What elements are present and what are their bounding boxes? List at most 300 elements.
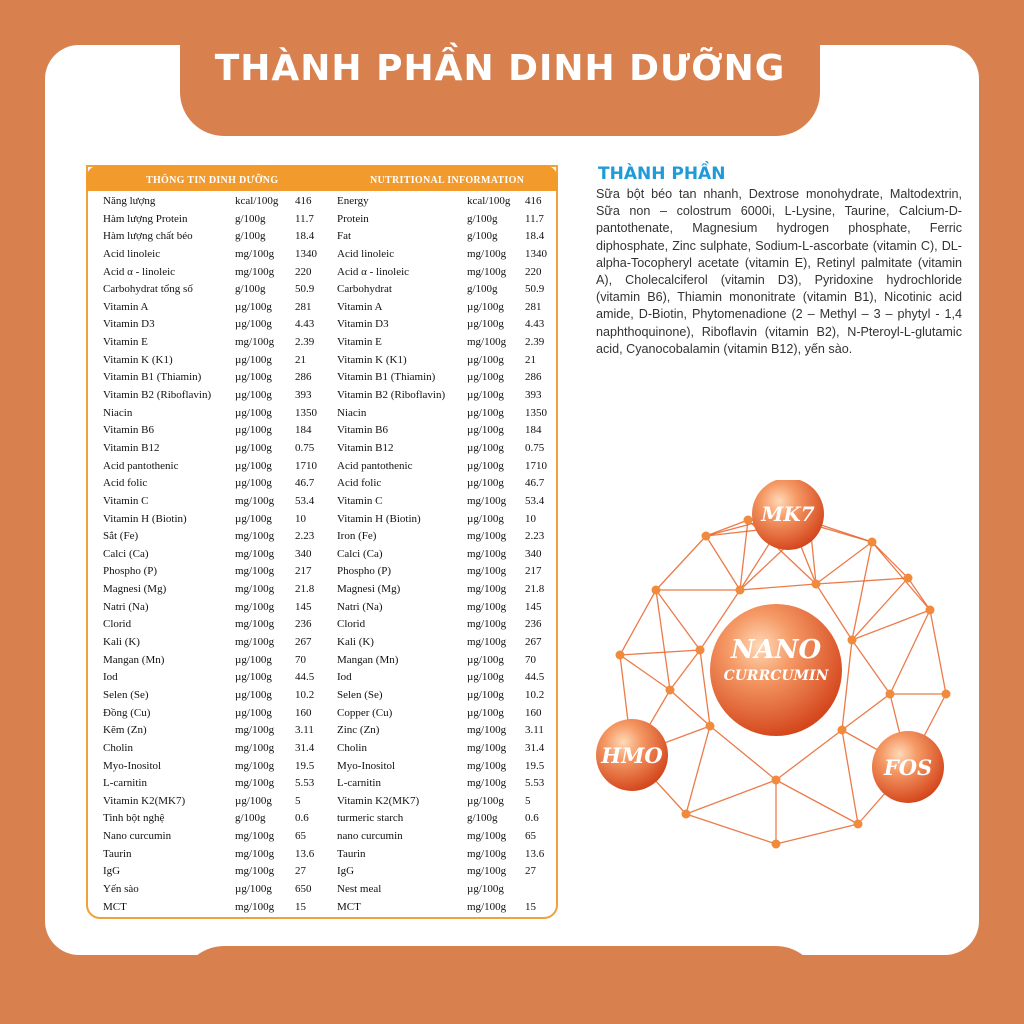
table-cell: 10.2 <box>525 688 545 701</box>
table-cell: Acid α - linoleic <box>337 265 410 278</box>
network-node <box>926 606 935 615</box>
table-cell: µg/100g <box>235 512 272 525</box>
table-cell: µg/100g <box>467 706 504 719</box>
table-cell: Vitamin B2 (Riboflavin) <box>103 389 212 402</box>
network-line <box>908 578 930 610</box>
table-cell: 340 <box>295 547 312 560</box>
table-cell: µg/100g <box>235 424 272 437</box>
table-cell: mg/100g <box>467 830 507 843</box>
table-cell: 4.43 <box>525 318 545 331</box>
table-cell: 1710 <box>295 459 317 472</box>
table-cell: 46.7 <box>295 477 315 490</box>
network-node <box>706 722 715 731</box>
table-cell: turmeric starch <box>337 812 404 825</box>
table-cell: Acid folic <box>337 477 382 490</box>
network-line <box>740 584 816 590</box>
table-cell: 1350 <box>525 406 547 419</box>
network-line <box>686 814 776 844</box>
table-cell: 340 <box>525 547 542 560</box>
table-header-en: NUTRITIONAL INFORMATION <box>370 175 525 186</box>
table-cell: 10.2 <box>295 688 315 701</box>
network-node <box>702 532 711 541</box>
table-cell: L-carnitin <box>103 777 147 790</box>
table-cell: mg/100g <box>467 777 507 790</box>
network-line <box>620 590 656 655</box>
center-label-line2: CURRCUMIN <box>723 668 829 684</box>
network-line <box>656 536 706 590</box>
table-cell: µg/100g <box>235 300 272 313</box>
bottom-banner <box>180 946 820 1024</box>
table-cell: Vitamin C <box>103 494 149 507</box>
table-cell: µg/100g <box>467 300 504 313</box>
network-node <box>848 636 857 645</box>
table-cell: µg/100g <box>235 882 272 895</box>
table-row <box>103 440 555 458</box>
table-cell: 281 <box>525 300 542 313</box>
table-cell: Vitamin K2(MK7) <box>337 794 420 807</box>
table-cell: Acid linoleic <box>103 247 161 260</box>
table-cell: g/100g <box>235 212 266 225</box>
table-cell: Phospho (P) <box>103 565 158 578</box>
table-cell: 220 <box>525 265 542 278</box>
table-cell: µg/100g <box>467 424 504 437</box>
table-row <box>103 722 555 740</box>
hmo-label: HMO <box>601 743 663 768</box>
table-cell: mg/100g <box>235 900 275 913</box>
table-cell: mg/100g <box>235 618 275 631</box>
table-row <box>103 863 555 881</box>
table-cell: Vitamin H (Biotin) <box>337 512 421 525</box>
table-cell: 15 <box>295 900 306 913</box>
table-cell: Hàm lượng Protein <box>103 212 188 225</box>
table-cell: g/100g <box>467 230 498 243</box>
table-cell: Vitamin E <box>337 336 382 349</box>
table-cell: µg/100g <box>235 706 272 719</box>
network-line <box>852 542 872 640</box>
table-cell: mg/100g <box>467 247 507 260</box>
network-node <box>652 586 661 595</box>
table-cell: 416 <box>295 195 312 207</box>
table-cell: Protein <box>337 212 369 225</box>
network-node <box>886 690 895 699</box>
network-node <box>666 686 675 695</box>
nutrition-table-rows <box>103 193 555 916</box>
table-cell: 236 <box>525 618 542 631</box>
table-row <box>103 299 555 317</box>
network-node <box>904 574 913 583</box>
table-cell: mg/100g <box>235 247 275 260</box>
network-line <box>852 578 908 640</box>
table-cell: 19.5 <box>525 759 545 772</box>
table-cell: nano curcumin <box>337 830 403 843</box>
table-cell: µg/100g <box>235 688 272 701</box>
table-cell: 0.6 <box>525 812 539 825</box>
table-row <box>103 546 555 564</box>
table-cell: 10 <box>525 512 536 525</box>
table-cell: 236 <box>295 618 312 631</box>
table-row <box>103 264 555 282</box>
table-cell: Acid folic <box>103 477 148 490</box>
table-row <box>103 793 555 811</box>
table-cell: mg/100g <box>467 724 507 737</box>
table-cell: µg/100g <box>235 794 272 807</box>
table-cell: mg/100g <box>467 494 507 507</box>
table-cell: µg/100g <box>467 459 504 472</box>
network-line <box>930 610 946 694</box>
table-cell: 65 <box>295 830 306 843</box>
table-cell: Copper (Cu) <box>337 706 393 719</box>
table-cell: 1350 <box>295 406 317 419</box>
network-line <box>656 590 670 690</box>
table-cell: 160 <box>525 706 542 719</box>
table-cell: 18.4 <box>525 230 545 243</box>
table-cell: 393 <box>295 389 312 402</box>
table-cell: µg/100g <box>467 794 504 807</box>
table-cell: 53.4 <box>295 494 315 507</box>
table-cell: µg/100g <box>467 882 504 895</box>
table-cell: mg/100g <box>235 265 275 278</box>
table-cell: Vitamin B6 <box>337 424 388 437</box>
table-row <box>103 810 555 828</box>
table-cell: IgG <box>337 865 355 878</box>
table-cell: g/100g <box>467 212 498 225</box>
table-cell: Phospho (P) <box>337 565 392 578</box>
table-cell: mg/100g <box>467 565 507 578</box>
table-cell: Vitamin B12 <box>103 441 160 454</box>
table-cell: Iod <box>337 671 352 684</box>
ingredients-title: THÀNH PHẦN <box>598 164 726 184</box>
table-cell: µg/100g <box>235 318 272 331</box>
table-cell: Selen (Se) <box>103 688 149 701</box>
network-line <box>842 730 858 824</box>
table-cell: 2.23 <box>525 530 545 543</box>
table-cell: Năng lượng <box>103 195 156 207</box>
table-cell: Cholin <box>103 741 133 754</box>
network-node <box>838 726 847 735</box>
table-cell: mg/100g <box>467 583 507 596</box>
table-cell: mg/100g <box>467 847 507 860</box>
center-label-line1: NANO <box>730 635 822 665</box>
table-cell: 50.9 <box>295 283 315 296</box>
table-cell: 0.6 <box>295 812 309 825</box>
network-line <box>670 650 700 690</box>
table-cell: Energy <box>337 195 369 207</box>
table-cell: 5.53 <box>295 777 315 790</box>
network-node <box>696 646 705 655</box>
table-cell: Calci (Ca) <box>337 547 383 560</box>
table-cell: µg/100g <box>235 353 272 366</box>
table-cell: mg/100g <box>235 724 275 737</box>
table-row <box>103 775 555 793</box>
network-node <box>682 810 691 819</box>
table-cell: Carbohydrat tổng số <box>103 283 193 296</box>
table-cell: µg/100g <box>467 688 504 701</box>
table-cell: 27 <box>295 865 306 878</box>
table-cell: 1710 <box>525 459 547 472</box>
table-row <box>103 422 555 440</box>
table-cell: mg/100g <box>235 865 275 878</box>
table-row <box>103 828 555 846</box>
table-row <box>103 387 555 405</box>
table-cell: Vitamin C <box>337 494 383 507</box>
table-cell: Myo-Inositol <box>103 759 162 772</box>
network-line <box>842 694 890 730</box>
table-cell: Hàm lượng chất béo <box>103 230 193 243</box>
table-cell: Acid linoleic <box>337 247 395 260</box>
table-cell: 5 <box>295 794 301 807</box>
title-banner <box>180 0 820 136</box>
table-cell: mg/100g <box>235 530 275 543</box>
table-cell: 267 <box>525 636 542 649</box>
table-cell: 0.75 <box>525 441 545 454</box>
table-row <box>103 563 555 581</box>
table-row <box>103 246 555 264</box>
network-node <box>812 580 821 589</box>
table-cell: mg/100g <box>235 777 275 790</box>
network-line <box>686 780 776 814</box>
network-line <box>776 730 842 780</box>
table-cell: 3.11 <box>525 724 544 737</box>
network-node <box>616 651 625 660</box>
table-cell: Tinh bột nghệ <box>103 812 165 825</box>
table-cell: Kẽm (Zn) <box>103 724 147 737</box>
table-cell: µg/100g <box>467 406 504 419</box>
table-cell: µg/100g <box>467 441 504 454</box>
table-cell: Calci (Ca) <box>103 547 149 560</box>
table-row <box>103 616 555 634</box>
table-row <box>103 316 555 334</box>
table-cell: µg/100g <box>235 459 272 472</box>
nutrient-network-graphic <box>590 480 970 860</box>
table-cell: Vitamin A <box>337 300 383 313</box>
network-line <box>816 542 872 584</box>
table-cell: 44.5 <box>295 671 315 684</box>
table-cell: Mangan (Mn) <box>337 653 399 666</box>
table-cell: mg/100g <box>235 336 275 349</box>
table-cell: 160 <box>295 706 312 719</box>
table-cell: Mangan (Mn) <box>103 653 165 666</box>
table-cell: 50.9 <box>525 283 545 296</box>
table-cell: mg/100g <box>467 759 507 772</box>
table-cell: 1340 <box>525 247 547 260</box>
table-cell: Kali (K) <box>103 636 140 649</box>
fos-label: FOS <box>883 755 933 780</box>
table-cell: µg/100g <box>235 371 272 384</box>
table-cell: 27 <box>525 865 536 878</box>
table-cell: 46.7 <box>525 477 545 490</box>
table-cell: mg/100g <box>235 759 275 772</box>
table-cell: mg/100g <box>467 618 507 631</box>
network-line <box>872 542 930 610</box>
table-row <box>103 369 555 387</box>
table-cell: Fat <box>337 230 352 243</box>
table-cell: Vitamin H (Biotin) <box>103 512 187 525</box>
ingredients-text: Sữa bột béo tan nhanh, Dextrose monohydrate, Maltodextrin, Sữa non – colostrum 6000i, L-Lysine, Taurine, Calcium-D-pantothenate, Magnesium hydrogen phosphate, Ferric diphosphate, Zinc sulphate, Sodium-L-ascorbate (vitamin C), DL-alpha-Tocopheryl acetate (vitamin E), Retinyl palmitate (vitamin A), Cholecalciferol (vitamin D3), Pyridoxine hydrochloride (vitamin B6), Thiamin mononitrate (vitamin B1), Nicotinic acid amide, D-Biotin, Phytomenadione (2 – Methyl – 3 – phytyl - 1,4 naphthoquinone), Riboflavin (vitamin B2), N-Pteroyl-L-glutamic acid, Cyanocobalamin (vitamin B12), yến sào. <box>596 187 962 356</box>
network-line <box>620 650 700 655</box>
network-line <box>670 690 710 726</box>
table-row <box>103 758 555 776</box>
table-row <box>103 458 555 476</box>
table-cell: kcal/100g <box>467 195 511 207</box>
table-cell: 13.6 <box>525 847 545 860</box>
table-cell: Vitamin B1 (Thiamin) <box>337 371 436 384</box>
table-cell: Sắt (Fe) <box>103 530 139 543</box>
table-cell: mg/100g <box>235 494 275 507</box>
network-node <box>868 538 877 547</box>
table-cell: Natri (Na) <box>103 600 149 613</box>
table-cell: Clorid <box>337 618 366 631</box>
network-line <box>852 640 890 694</box>
table-cell: 15 <box>525 900 536 913</box>
table-row <box>103 228 555 246</box>
table-cell: µg/100g <box>467 671 504 684</box>
table-cell: 286 <box>295 371 312 384</box>
table-cell: Vitamin D3 <box>337 318 389 331</box>
table-cell: µg/100g <box>467 353 504 366</box>
table-row <box>103 528 555 546</box>
table-cell: Đồng (Cu) <box>103 706 151 719</box>
table-cell: µg/100g <box>235 389 272 402</box>
table-cell: 18.4 <box>295 230 315 243</box>
table-cell: 5.53 <box>525 777 545 790</box>
table-row <box>103 881 555 899</box>
table-cell: mg/100g <box>467 741 507 754</box>
table-cell: Taurin <box>103 847 132 860</box>
table-cell: Yến sào <box>103 882 139 895</box>
table-cell: Vitamin B6 <box>103 424 154 437</box>
table-cell: Vitamin D3 <box>103 318 155 331</box>
table-cell: mg/100g <box>235 583 275 596</box>
table-cell: 184 <box>525 424 542 437</box>
table-cell: L-carnitin <box>337 777 381 790</box>
table-cell: g/100g <box>467 812 498 825</box>
table-cell: Acid pantothenic <box>337 459 413 472</box>
network-node <box>942 690 951 699</box>
table-cell: 21 <box>525 353 536 366</box>
table-cell: Vitamin B1 (Thiamin) <box>103 371 202 384</box>
table-cell: 217 <box>295 565 312 578</box>
table-cell: 44.5 <box>525 671 545 684</box>
table-cell: µg/100g <box>467 653 504 666</box>
table-row <box>103 511 555 529</box>
table-cell: mg/100g <box>467 600 507 613</box>
table-row <box>103 281 555 299</box>
table-cell: 2.39 <box>295 336 315 349</box>
table-cell: Vitamin A <box>103 300 149 313</box>
table-cell: 2.39 <box>525 336 545 349</box>
table-cell: µg/100g <box>467 318 504 331</box>
table-cell: 1340 <box>295 247 317 260</box>
mk7-label: MK7 <box>761 502 815 526</box>
table-row <box>103 669 555 687</box>
table-cell: 2.23 <box>295 530 315 543</box>
table-cell: 286 <box>525 371 542 384</box>
table-row <box>103 475 555 493</box>
table-cell: µg/100g <box>235 406 272 419</box>
table-cell: Selen (Se) <box>337 688 383 701</box>
table-cell: Magnesi (Mg) <box>337 583 401 596</box>
table-cell: g/100g <box>235 283 266 296</box>
network-line <box>872 542 908 578</box>
table-cell: 21.8 <box>525 583 545 596</box>
table-cell: Kali (K) <box>337 636 374 649</box>
table-cell: 650 <box>295 882 312 895</box>
table-cell: mg/100g <box>235 847 275 860</box>
table-row <box>103 705 555 723</box>
table-cell: µg/100g <box>235 671 272 684</box>
table-cell: Iron (Fe) <box>337 530 377 543</box>
table-cell: mg/100g <box>235 565 275 578</box>
table-row <box>103 352 555 370</box>
table-cell: Cholin <box>337 741 367 754</box>
table-row <box>103 846 555 864</box>
table-cell: 5 <box>525 794 531 807</box>
page-title: THÀNH PHẦN DINH DƯỠNG <box>214 47 786 89</box>
table-cell: mg/100g <box>235 600 275 613</box>
table-cell: 416 <box>525 195 542 207</box>
table-cell: mg/100g <box>235 636 275 649</box>
table-cell: 10 <box>295 512 306 525</box>
table-cell: 281 <box>295 300 312 313</box>
table-cell: 21.8 <box>295 583 315 596</box>
table-cell: mg/100g <box>235 830 275 843</box>
table-cell: 393 <box>525 389 542 402</box>
table-header-vi: THÔNG TIN DINH DƯỠNG <box>146 175 279 186</box>
table-cell: mg/100g <box>467 547 507 560</box>
network-line <box>620 655 670 690</box>
table-cell: Vitamin K (K1) <box>337 353 407 366</box>
table-cell: 217 <box>525 565 542 578</box>
table-cell: Taurin <box>337 847 366 860</box>
table-cell: mg/100g <box>467 865 507 878</box>
network-node <box>744 516 753 525</box>
table-cell: Natri (Na) <box>337 600 383 613</box>
table-cell: 31.4 <box>525 741 545 754</box>
table-cell: µg/100g <box>235 441 272 454</box>
table-cell: 0.75 <box>295 441 315 454</box>
network-node <box>854 820 863 829</box>
network-line <box>816 578 908 584</box>
table-cell: 184 <box>295 424 312 437</box>
table-cell: MCT <box>337 900 361 913</box>
table-row <box>103 740 555 758</box>
table-cell: Niacin <box>103 406 133 419</box>
table-cell: kcal/100g <box>235 195 279 207</box>
network-line <box>686 726 710 814</box>
table-cell: 21 <box>295 353 306 366</box>
table-cell: g/100g <box>235 230 266 243</box>
table-row <box>103 899 555 917</box>
table-cell: Vitamin B2 (Riboflavin) <box>337 389 446 402</box>
network-line <box>776 824 858 844</box>
table-cell: g/100g <box>235 812 266 825</box>
table-cell: Clorid <box>103 618 132 631</box>
table-row <box>103 652 555 670</box>
table-row <box>103 211 555 229</box>
table-cell: 70 <box>295 653 306 666</box>
table-cell: 267 <box>295 636 312 649</box>
table-cell: Vitamin E <box>103 336 148 349</box>
table-row <box>103 405 555 423</box>
table-row <box>103 334 555 352</box>
table-cell: mg/100g <box>467 530 507 543</box>
table-cell: IgG <box>103 865 121 878</box>
table-cell: µg/100g <box>467 389 504 402</box>
table-cell: 3.11 <box>295 724 314 737</box>
table-cell: µg/100g <box>467 512 504 525</box>
table-cell: 145 <box>525 600 542 613</box>
table-row <box>103 687 555 705</box>
